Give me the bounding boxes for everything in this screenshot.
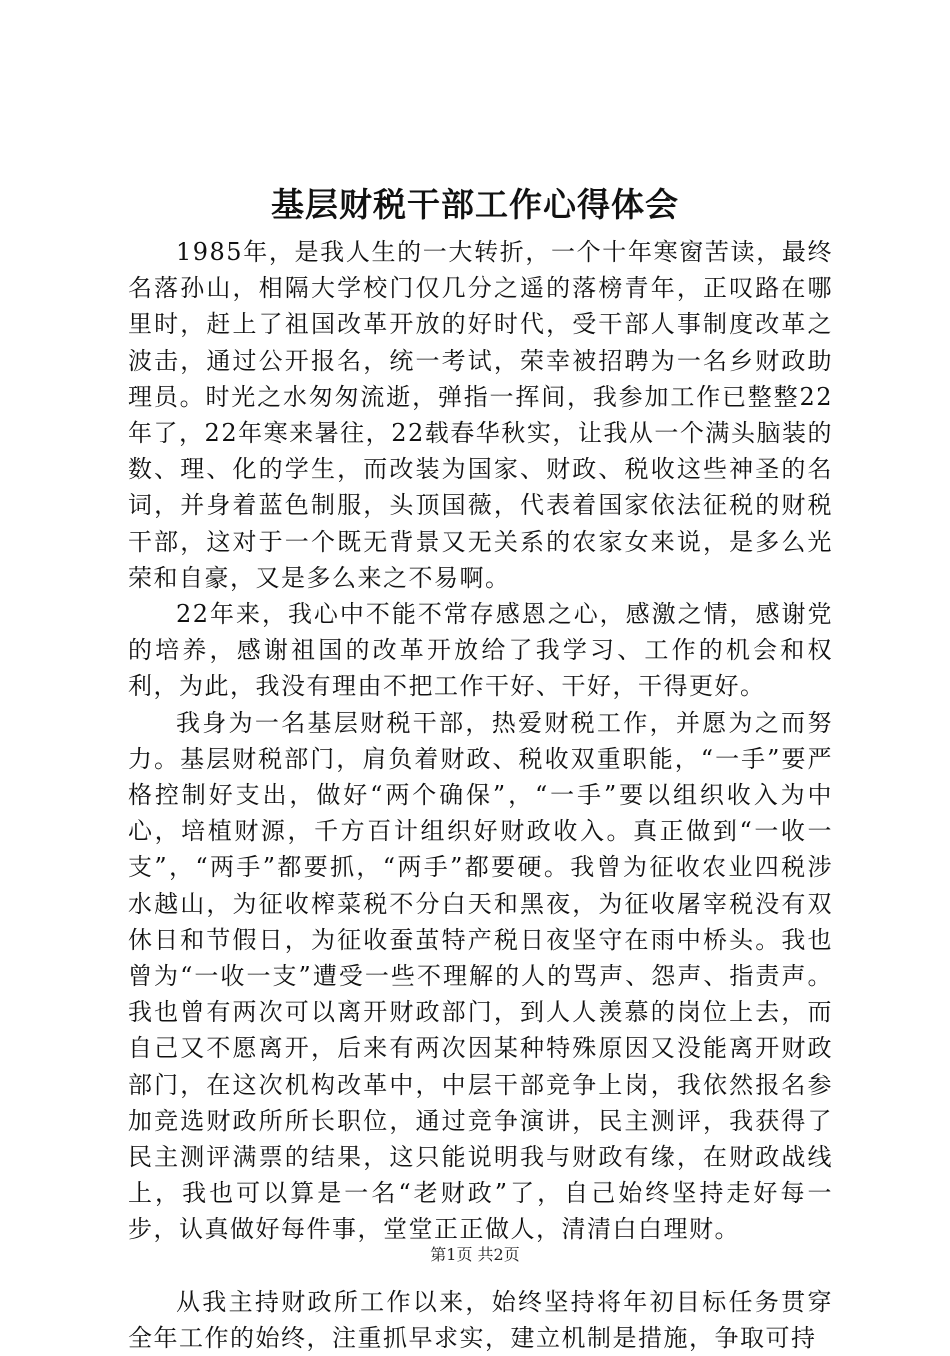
paragraph-2: 22年来，我心中不能不常存感恩之心，感激之情，感谢党的培养，感谢祖国的改革开放给了我学习、工作的机会和权利，为此，我没有理由不把工作干好、干好，干得更好。 [128,600,833,701]
document-title: 基层财税干部工作心得体会 [271,185,679,224]
paragraph-3: 我身为一名基层财税干部，热爱财税工作，并愿为之而努力。基层财税部门，肩负着财政、税收双重职能，“一手”要严格控制好支出，做好“两个确保”，“一手”要以组织收入为中心，培植财源，千方百计组织好财政收入。真正做到“一收一支”，“两手”都要抓，“两手”都要硬。我曾为征收农业四税涉水越山，为征收榨菜税不分白天和黑夜，为征收屠宰税没有双休日和节假日，为征收蚕茧特产税日夜坚守在雨中桥头。我也曾为“一收一支”遭受一些不理解的人的骂声、怨声、指责声。我也曾有两次可以离开财政部门，到人人羡慕的岗位上去，而自己又不愿离开，后来有两次因某种特殊原因又没能离开财政部门，在这次机构改革中，中层干部竞争上岗，我依然报名参加竞选财政所所长职位，通过竞争演讲，民主测评，我获得了民主测评满票的结果，这只能说明我与财政有缘，在财政战线上，我也可以算是一名“老财政”了，自己始终坚持走好每一步，认真做好每件事，堂堂正正做人，清清白白理财。 [128,708,833,1244]
paragraph-1: 1985年，是我人生的一大转折，一个十年寒窗苦读，最终名落孙山，相隔大学校门仅几分之遥的落榜青年，正叹路在哪里时，赶上了祖国改革开放的好时代，受干部人事制度改革之波击，通过公开报名，统一考试，荣幸被招聘为一名乡财政助理员。时光之水匆匆流逝，弹指一挥间，我参加工作已整整22年了，22年寒来暑往，22载春华秋实，让我从一个满头脑装的数、理、化的学生，而改装为国家、财政、税收这些神圣的名词，并身着蓝色制服，头顶国薇，代表着国家依法征税的财税干部，这对于一个既无背景又无关系的农家女来说，是多么光荣和自豪，又是多么来之不易啊。 [128,238,833,592]
paragraph-4: 从我主持财政所工作以来，始终坚持将年初目标任务贯穿全年工作的始终，注重抓早求实，建立机制是措施，争取可持 [128,1287,833,1352]
document-body [128,234,833,1356]
page-footer: 第1页 共2页 [430,1245,520,1264]
